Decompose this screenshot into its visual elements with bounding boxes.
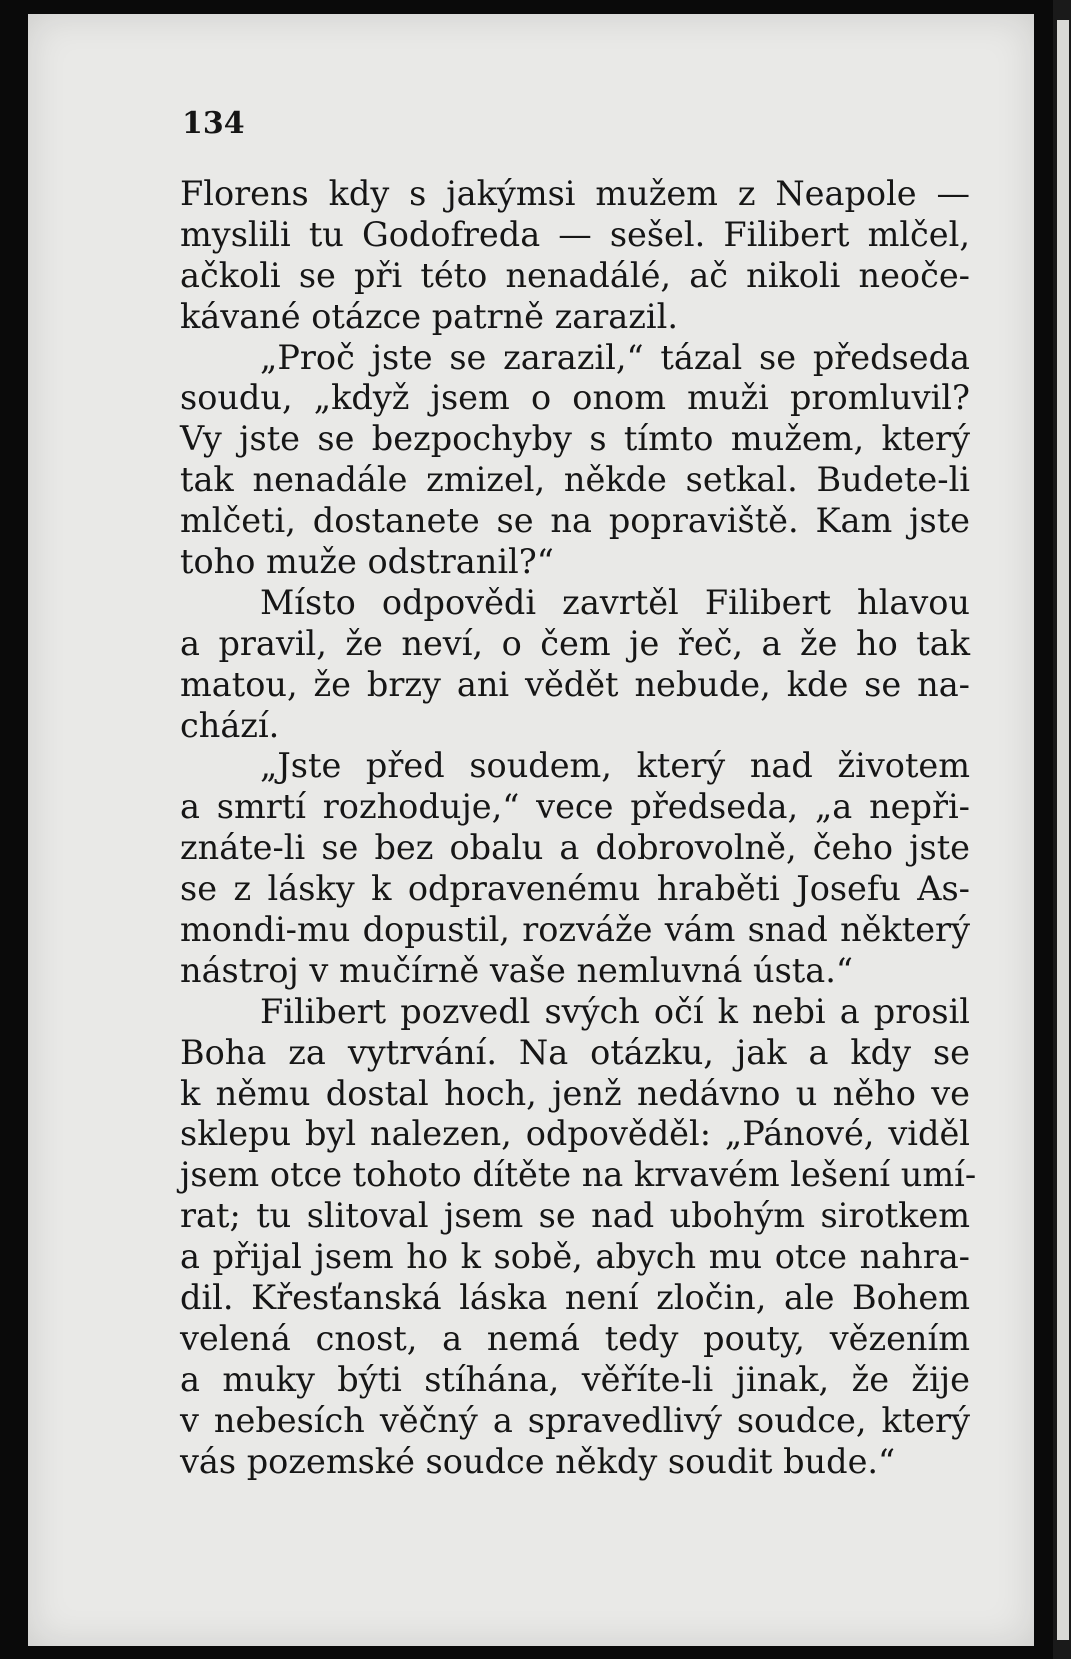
text-line: velená cnost, a nemá tedy pouty, vězením xyxy=(180,1318,970,1358)
text-line: nástroj v mučírně vaše nemluvná ústa.“ xyxy=(180,950,853,990)
text-line: ačkoli se při této nenadálé, ač nikoli neoče- xyxy=(180,255,970,295)
text-line: v nebesích věčný a spravedlivý soudce, který xyxy=(180,1400,970,1440)
text-line: znáte-li se bez obalu a dobrovolně, čeho jste xyxy=(180,828,970,868)
text-line: Filibert pozvedl svých očí k nebi a prosil xyxy=(260,991,970,1031)
text-line: se z lásky k odpravenému hraběti Josefu As- xyxy=(180,869,970,909)
text-line: tak nenadále zmizel, někde setkal. Budete-li xyxy=(180,460,970,500)
text-line: a muky býti stíhána, věříte-li jinak, že žije xyxy=(180,1359,970,1399)
text-line: mondi-mu dopustil, rozváže vám snad některý xyxy=(180,910,970,950)
text-line: a pravil, že neví, o čem je řeč, a že ho tak xyxy=(180,623,970,663)
text-line: matou, že brzy ani vědět nebude, kde se na- xyxy=(180,664,970,704)
text-line: Florens kdy s jakýmsi mužem z Neapole — xyxy=(180,174,970,213)
text-line: k němu dostal hoch, jenž nedávno u něho ve xyxy=(180,1073,970,1113)
text-line: soudu, „když jsem o onom muži promluvil? xyxy=(180,378,970,418)
text-line: rat; tu slitoval jsem se nad ubohým sirotkem xyxy=(180,1196,970,1236)
body-text xyxy=(180,174,977,1483)
text-line: sklepu byl nalezen, odpověděl: „Pánové, viděl xyxy=(180,1114,970,1154)
text-line: a přijal jsem ho k sobě, abych mu otce nahra- xyxy=(180,1237,970,1277)
text-line: toho muže odstranil?“ xyxy=(180,542,554,582)
text-line: Boha za vytrvání. Na otázku, jak a kdy se xyxy=(180,1032,970,1072)
page-number: 134 xyxy=(182,106,245,141)
text-line: „Jste před soudem, který nad životem xyxy=(260,746,970,786)
book-page xyxy=(28,14,1034,1646)
text-line: kávané otázce patrně zarazil. xyxy=(180,296,678,336)
text-line: a smrtí rozhoduje,“ vece předseda, „a nepři- xyxy=(180,787,970,827)
text-line: dil. Křesťanská láska není zločin, ale Bohem xyxy=(180,1278,970,1318)
text-line: mlčeti, dostanete se na popraviště. Kam jste xyxy=(180,501,970,541)
text-line: „Proč jste se zarazil,“ tázal se předseda xyxy=(260,337,970,377)
text-line: myslili tu Godofreda — sešel. Filibert mlčel, xyxy=(180,214,970,254)
text-line: jsem otce tohoto dítěte na krvavém lešení umí- xyxy=(180,1155,977,1195)
adjacent-page-edge xyxy=(1053,0,1071,1659)
text-line: Místo odpovědi zavrtěl Filibert hlavou xyxy=(260,582,970,622)
text-line: vás pozemské soudce někdy soudit bude.“ xyxy=(180,1441,896,1481)
text-line: chází. xyxy=(180,705,280,745)
adjacent-page-paper xyxy=(1057,20,1069,1640)
text-line: Vy jste se bezpochyby s tímto mužem, který xyxy=(180,419,970,459)
